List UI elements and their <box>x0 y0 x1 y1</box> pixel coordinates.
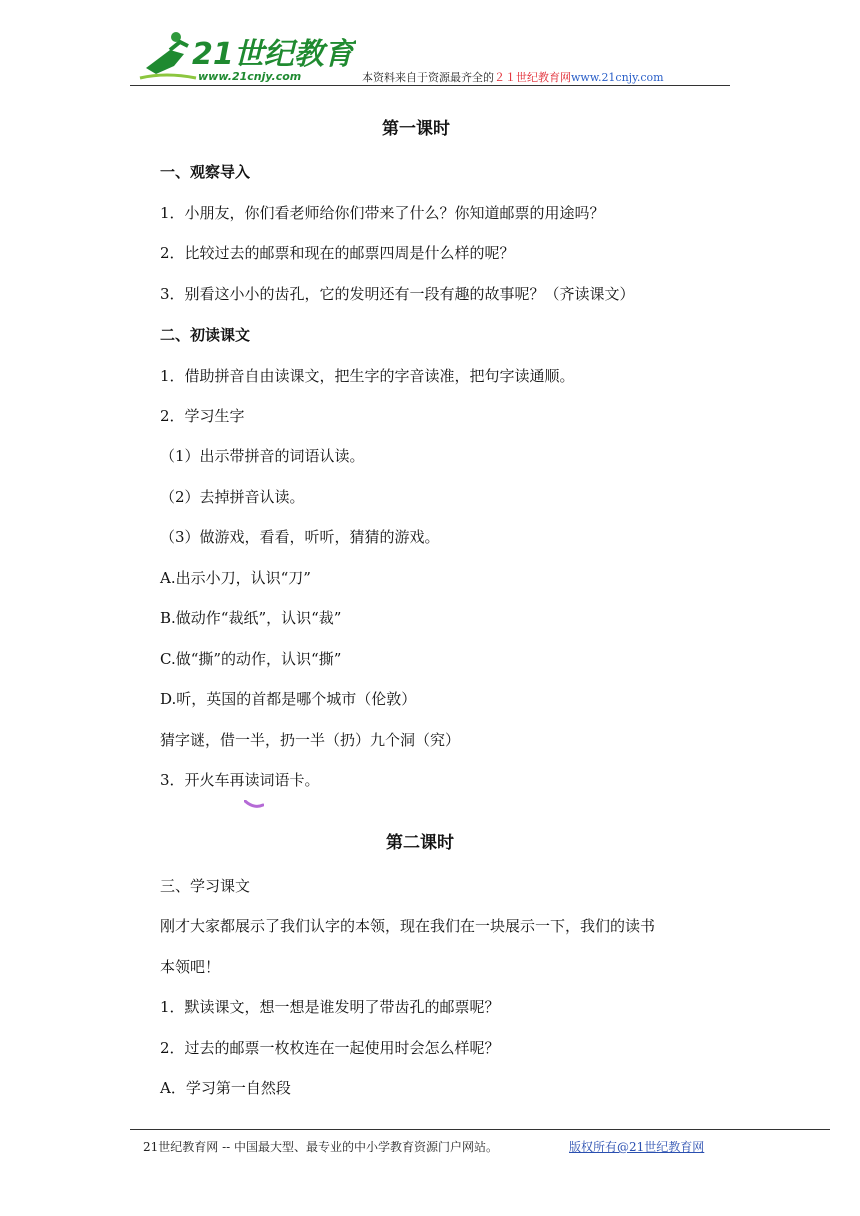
list-item: D.听，英国的首都是哪个城市（伦敦） <box>160 690 417 708</box>
list-item: 1．默读课文，想一想是谁发明了带齿孔的邮票呢？ <box>160 998 500 1016</box>
list-item: A．学习第一自然段 <box>160 1079 291 1097</box>
lesson2-title: 第二课时 <box>386 833 454 853</box>
list-item: （1）出示带拼音的词语认读。 <box>160 447 365 465</box>
page-header <box>130 24 730 86</box>
paragraph-line: 刚才大家都展示了我们认字的本领，现在我们在一块展示一下，我们的读书 <box>160 917 656 935</box>
list-item: 2．比较过去的邮票和现在的邮票四周是什么样的呢？ <box>160 244 515 262</box>
paragraph-line: 本领吧！ <box>160 958 221 976</box>
list-item: C.做“撕”的动作，认识“撕” <box>160 650 342 668</box>
list-item: 猜字谜，借一半，扔一半（扔）九个洞（究） <box>160 731 461 749</box>
header-url-link[interactable]: www.21cnjy.com <box>571 71 664 84</box>
svg-text:21世纪教育: 21世纪教育 <box>192 37 354 72</box>
header-source-note: 本资料来自于资源最齐全的２１世纪教育网www.21cnjy.com <box>362 71 664 84</box>
section1-heading: 一、观察导入 <box>160 163 251 181</box>
header-brand: ２１世纪教育网 <box>494 71 571 84</box>
list-item: 2．过去的邮票一枚枚连在一起使用时会怎么样呢？ <box>160 1039 500 1057</box>
section3-heading: 三、学习课文 <box>160 877 251 895</box>
footer-divider <box>130 1129 830 1130</box>
list-item: 1．小朋友，你们看老师给你们带来了什么？你知道邮票的用途吗？ <box>160 204 605 222</box>
list-item: A.出示小刀，认识“刀” <box>160 569 311 587</box>
list-item: （3）做游戏，看看，听听，猜猜的游戏。 <box>160 528 440 546</box>
list-item: （2）去掉拼音认读。 <box>160 488 305 506</box>
footer-site-description: 21世纪教育网 -- 中国最大型、最专业的中小学教育资源门户网站。 <box>143 1140 499 1154</box>
list-item: 1．借助拼音自由读课文，把生字的字音读准，把句字读通顺。 <box>160 367 575 385</box>
list-item: 3．别看这小小的齿孔，它的发明还有一段有趣的故事呢？（齐读课文） <box>160 285 635 303</box>
list-item: 3．开火车再读词语卡。 <box>160 771 320 789</box>
footer-copyright-link[interactable]: 版权所有@21世纪教育网 <box>569 1140 705 1154</box>
list-item: 2．学习生字 <box>160 407 245 425</box>
svg-text:www.21cnjy.com: www.21cnjy.com <box>198 70 302 83</box>
section2-heading: 二、初读课文 <box>160 326 251 344</box>
list-item: B.做动作“裁纸”，认识“裁” <box>160 609 342 627</box>
lesson1-title: 第一课时 <box>382 119 450 139</box>
decorative-stroke <box>244 800 264 808</box>
logo-21cnjy <box>136 28 356 84</box>
header-divider <box>130 85 730 86</box>
